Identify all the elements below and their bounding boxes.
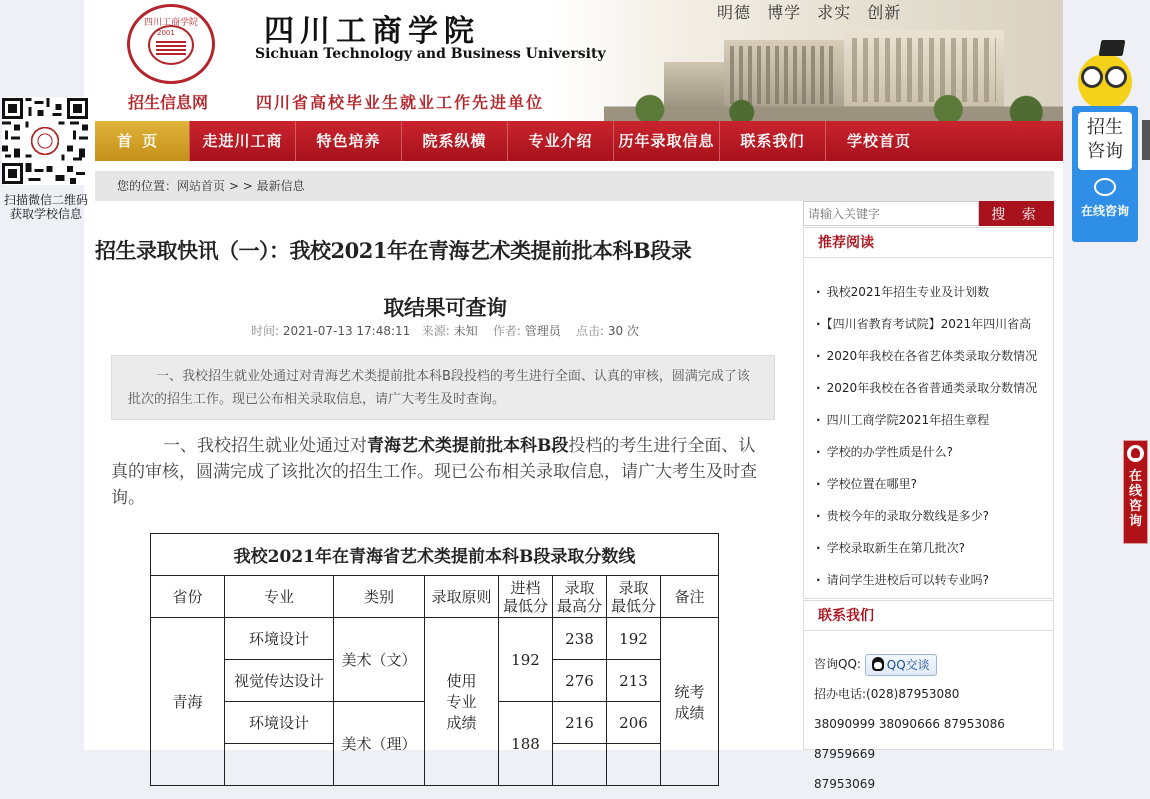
qr-caption-line2: 获取学校信息 (9, 207, 82, 221)
qr-caption (0, 193, 92, 221)
cell-max (553, 744, 607, 786)
site-name: 招生信息网 (128, 93, 209, 112)
search-input[interactable] (803, 201, 979, 226)
qq-label: 咨询QQ: (814, 657, 861, 671)
cell-major (225, 744, 334, 786)
table-caption: 我校2021年在青海省艺术类提前本科B段录取分数线 (151, 534, 719, 576)
nav-features[interactable]: 特色培养 (296, 121, 402, 161)
cell-min-enter: 188 (499, 702, 553, 786)
cell-province: 青海 (151, 618, 225, 786)
side-online-consult[interactable] (1123, 440, 1148, 544)
school-name-en: Sichuan Technology and Business University (255, 46, 606, 62)
school-logo[interactable] (127, 4, 215, 84)
time-label: 时间: (250, 324, 283, 338)
campus-building-image (604, 22, 1063, 121)
logo-ring-text: 四川工商学院 (143, 18, 198, 28)
breadcrumb-current[interactable]: 最新信息 (256, 179, 305, 193)
cell-category: 美术（理） (334, 702, 425, 786)
chat-bubble-icon (1094, 178, 1116, 196)
cell-major: 视觉传达设计 (225, 660, 334, 702)
header-principle: 录取原则 (425, 576, 499, 618)
consult-panel (1072, 106, 1138, 242)
recommended-list (804, 258, 1053, 596)
table-row (151, 618, 719, 660)
recommended-reading (803, 227, 1054, 599)
consult-widget[interactable] (1072, 40, 1138, 242)
cell-min: 192 (607, 618, 661, 660)
list-item[interactable]: · 2020年我校在各省普通类录取分数情况 (816, 372, 1048, 404)
nav-school-home[interactable]: 学校首页 (846, 132, 911, 150)
para-highlight: 青海艺术类提前批本科B段 (367, 436, 569, 456)
article-paragraph (111, 433, 761, 511)
article-meta (95, 322, 795, 339)
header-max-score: 录取 最高分 (553, 576, 607, 618)
source-label: 来源: (421, 324, 454, 338)
search-button[interactable]: 搜 索 (979, 201, 1054, 226)
clicks-label: 点击: (576, 324, 608, 338)
list-item[interactable]: · 学校录取新生在第几批次? (816, 532, 1048, 564)
article-title-line2: 取结果可查询 (383, 295, 507, 320)
header-category: 类别 (334, 576, 425, 618)
wechat-qr-code-icon (2, 97, 88, 185)
list-item[interactable]: · 请问学生进校后可以转专业吗? (816, 564, 1048, 596)
cell-principle: 使用 专业 成绩 (425, 618, 499, 786)
logo-year: 2001 (157, 29, 175, 37)
nav-departments[interactable]: 院系纵横 (402, 121, 508, 161)
cell-category: 美术（文） (334, 618, 425, 702)
para-text-end: 投档的考生进行全面、认真的审核，圆满完成了该批次的招生工作。现已公布相关录取信息，请广大考生及时查询。 (111, 436, 757, 508)
breadcrumb-home-link[interactable]: 网站首页 (177, 179, 226, 193)
mascot-icon (1078, 40, 1132, 110)
cell-min-enter: 192 (499, 618, 553, 702)
phone-label: 招办电话: (814, 687, 867, 701)
header-province: 省份 (151, 576, 225, 618)
side-consult-label: 在 线 咨 询 (1128, 469, 1142, 529)
source-value: 未知 (453, 324, 478, 338)
logo-emblem-icon (156, 41, 186, 55)
para-text-start: 一、我校招生就业处通过对 (163, 436, 367, 456)
header-slogan: 四川省高校毕业生就业工作先进单位 (256, 93, 545, 112)
cell-max: 238 (553, 618, 607, 660)
qq-penguin-icon (872, 657, 884, 671)
cell-max: 276 (553, 660, 607, 702)
table-header-row (151, 576, 719, 618)
cell-major: 环境设计 (225, 702, 334, 744)
consult-label[interactable]: 招生 咨询 (1078, 112, 1132, 170)
phone-list: 38090999 38090666 87953086 87959669 (814, 717, 1005, 761)
nav-home[interactable]: 首页 (95, 121, 190, 161)
list-item[interactable]: · 我校2021年招生专业及计划数 (816, 276, 1048, 308)
contact-body (804, 631, 1053, 799)
cell-remark: 统考 成绩 (661, 618, 719, 786)
cell-min: 213 (607, 660, 661, 702)
list-item[interactable]: · 2020年我校在各省艺体类录取分数情况 (816, 340, 1048, 372)
contact-box (803, 600, 1054, 791)
list-item[interactable]: · 贵校今年的录取分数线是多少? (816, 500, 1048, 532)
header-banner (84, 0, 1063, 121)
school-motto: 明德 博学 求实 创新 (717, 3, 902, 22)
clicks-unit: 次 (623, 324, 639, 338)
list-item[interactable]: · 四川工商学院2021年招生章程 (816, 404, 1048, 436)
list-item[interactable]: · 学校的办学性质是什么? (816, 436, 1048, 468)
cell-min: 206 (607, 702, 661, 744)
list-item[interactable]: · 学校位置在哪里? (816, 468, 1048, 500)
header-min-enter: 进档 最低分 (499, 576, 553, 618)
main-nav (95, 121, 1063, 161)
nav-majors[interactable]: 专业介绍 (508, 121, 614, 161)
nav-contact[interactable]: 联系我们 (720, 121, 826, 161)
phone-main: (028)87953080 (866, 687, 960, 701)
nav-admission-history[interactable]: 历年录取信息 (614, 121, 720, 161)
header-remark: 备注 (661, 576, 719, 618)
scroll-tab[interactable] (1142, 120, 1150, 160)
phone-extra: 87953069 (814, 777, 876, 791)
cell-min (607, 744, 661, 786)
author-label: 作者: (492, 324, 525, 338)
qq-chat-button[interactable] (865, 654, 937, 676)
search-bar (803, 201, 1054, 226)
article-title-line1: 招生录取快讯（一）：我校2021年在青海艺术类提前批本科B段录 (95, 238, 692, 263)
user-icon (1127, 445, 1144, 462)
nav-about[interactable]: 走进川工商 (190, 121, 296, 161)
qq-button-label: QQ交谈 (886, 657, 930, 672)
clicks-value: 30 (607, 324, 624, 338)
time-value: 2021-07-13 17:48:11 (282, 324, 411, 338)
online-consult-link[interactable]: 在线咨询 (1080, 204, 1129, 218)
header-min-score: 录取 最低分 (607, 576, 661, 618)
article-summary: 一、我校招生就业处通过对青海艺术类提前批本科B段投档的考生进行全面、认真的审核，圆满完成了该批次的招生工作。现已公布相关录取信息，请广大考生及时查询。 (111, 355, 775, 420)
admission-score-table (150, 533, 719, 786)
article-title (95, 222, 795, 336)
breadcrumb-prefix: 您的位置： (117, 179, 178, 193)
contact-title: 联系我们 (804, 601, 1053, 631)
author-value: 管理员 (524, 324, 561, 338)
recommended-title: 推荐阅读 (804, 228, 1053, 258)
breadcrumb-separator: > > (225, 179, 257, 193)
school-name-cn: 四川工商学院 (264, 14, 480, 49)
list-item[interactable]: · 【四川省教育考试院】2021年四川省高 (816, 308, 1048, 340)
cell-max: 216 (553, 702, 607, 744)
cell-major: 环境设计 (225, 618, 334, 660)
qr-caption-line1: 扫描微信二维码 (3, 193, 88, 207)
header-major: 专业 (225, 576, 334, 618)
breadcrumb (95, 171, 1054, 201)
